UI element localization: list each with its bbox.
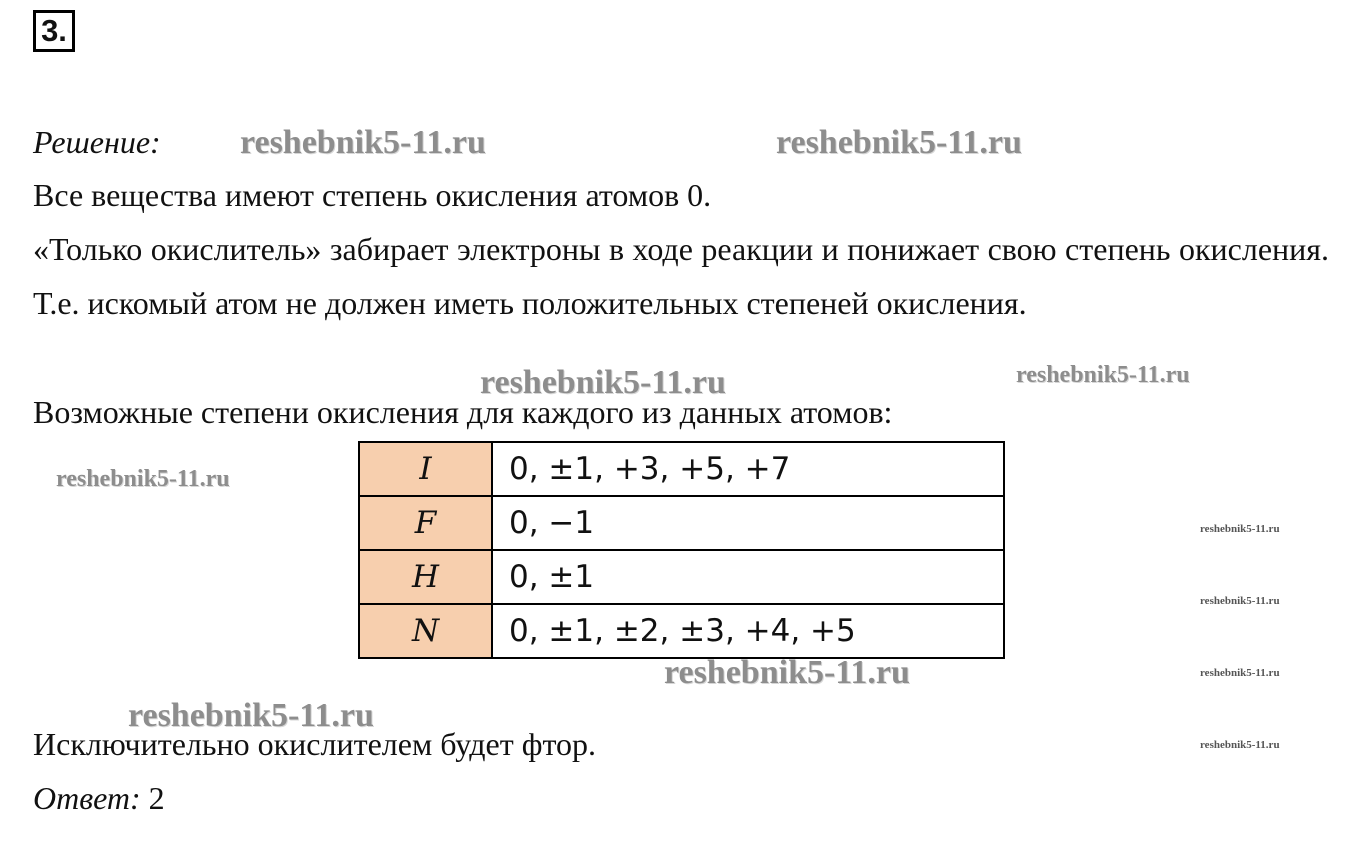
states-cell: 0, ±1, ±2, ±3, +4, +5 [492, 604, 1004, 658]
watermark: reshebnik5-11.ru [1200, 739, 1280, 751]
table-row [359, 550, 1004, 604]
watermark: reshebnik5-11.ru [56, 466, 230, 492]
table-row [359, 442, 1004, 496]
paragraph-1: Все вещества имеют степень окисления атомов 0. [33, 177, 712, 213]
answer-line [33, 778, 165, 818]
watermark: reshebnik5-11.ru [1016, 362, 1190, 388]
answer-label: Ответ: [33, 780, 141, 816]
table-row [359, 496, 1004, 550]
watermark: reshebnik5-11.ru [480, 364, 726, 401]
conclusion: Исключительно окислителем будет фтор. [33, 726, 596, 762]
watermark: reshebnik5-11.ru [776, 124, 1022, 161]
oxidation-states-table [358, 441, 1005, 659]
watermark: reshebnik5-11.ru [240, 124, 486, 161]
states-cell: 0, ±1 [492, 550, 1004, 604]
watermark: reshebnik5-11.ru [1200, 595, 1280, 607]
element-cell: F [359, 496, 492, 550]
watermark: reshebnik5-11.ru [1200, 523, 1280, 535]
element-cell: I [359, 442, 492, 496]
element-cell: N [359, 604, 492, 658]
task-number: 3. [33, 10, 75, 52]
paragraph-2: «Только окислитель» забирает электроны в ходе реакции и понижает свою степень окисления. Т.е. искомый атом не должен иметь положительных степеней окисления. [33, 231, 1329, 321]
watermark: reshebnik5-11.ru [664, 654, 910, 691]
answer-value: 2 [148, 780, 165, 816]
states-cell: 0, ±1, +3, +5, +7 [492, 442, 1004, 496]
paragraph-3: Возможные степени окисления для каждого из данных атомов: [33, 394, 893, 430]
table-row [359, 604, 1004, 658]
solution-label: Решение: [33, 124, 161, 160]
states-cell: 0, −1 [492, 496, 1004, 550]
watermark: reshebnik5-11.ru [128, 697, 374, 734]
watermark: reshebnik5-11.ru [1200, 667, 1280, 679]
element-cell: H [359, 550, 492, 604]
